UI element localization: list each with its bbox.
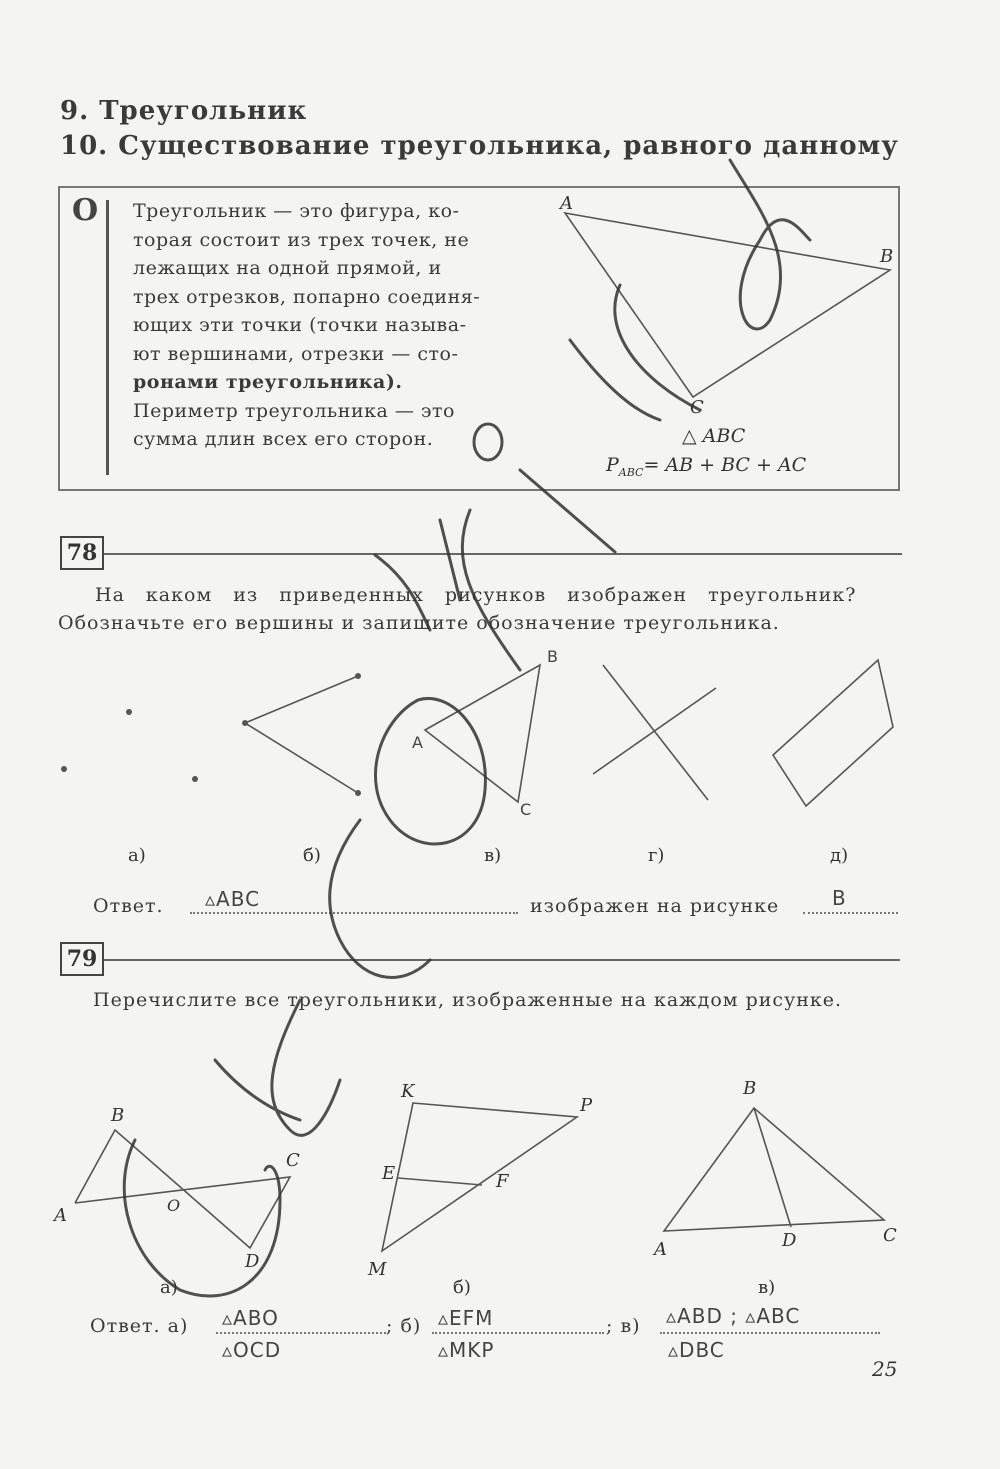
fig78d-quad bbox=[773, 660, 893, 806]
task-78-question-1: На каком из приведенных рисунков изображен треугольник? bbox=[95, 584, 857, 606]
fig79c-median bbox=[754, 1108, 791, 1227]
fig79c-label-a: A bbox=[654, 1239, 667, 1260]
pencil-scribbles bbox=[124, 160, 810, 1296]
perimeter-rhs: = AB + BC + AC bbox=[643, 454, 807, 476]
fig79a-label-b: B bbox=[111, 1105, 125, 1126]
task-78-answer-prefix: Ответ. bbox=[93, 895, 164, 917]
task-79-question: Перечислите все треугольники, изображенные на каждом рисунке. bbox=[93, 989, 843, 1011]
task-78-hand-figure: В bbox=[832, 886, 847, 910]
def-vertex-c: C bbox=[690, 397, 704, 418]
fig78b-angle bbox=[245, 676, 358, 793]
page-number: 25 bbox=[872, 1357, 898, 1381]
fig79b-label-f: F bbox=[496, 1171, 509, 1192]
fig79a-label-d: D bbox=[245, 1251, 260, 1272]
fig79c-triangle bbox=[664, 1108, 884, 1231]
fig79c-label-c: C bbox=[883, 1225, 897, 1246]
definition-line: ют вершинами, отрезки — сто- bbox=[133, 342, 459, 365]
fig79b-label-e: E bbox=[382, 1163, 396, 1184]
fig78g-line-2 bbox=[593, 688, 716, 774]
fig79a-lines bbox=[75, 1130, 290, 1248]
fig79a-caption: а) bbox=[160, 1277, 178, 1298]
definition-line: сумма длин всех его сторон. bbox=[133, 428, 434, 450]
task-79-hand-a1: ▵ABO bbox=[222, 1306, 279, 1330]
fig78b-points bbox=[242, 673, 361, 796]
definition-line: Треугольник — это фигура, ко- bbox=[133, 200, 460, 222]
task-79-hand-c1: ▵ABD ; ▵ABC bbox=[666, 1304, 801, 1328]
task-79-answer-prefix: Ответ. а) bbox=[90, 1315, 189, 1337]
definition-line: торая состоит из трех точек, не bbox=[133, 228, 470, 251]
fig79a-label-o: O bbox=[167, 1196, 181, 1215]
fig78-caption-a: а) bbox=[128, 845, 146, 866]
task-79-hand-b1: ▵EFM bbox=[438, 1306, 494, 1330]
fig78v-triangle bbox=[425, 665, 540, 802]
task-79-hand-b2: ▵MKP bbox=[438, 1338, 495, 1362]
hand-vertex-b: B bbox=[547, 647, 559, 666]
hand-vertex-c: C bbox=[520, 800, 533, 819]
fig78-caption-g: г) bbox=[648, 845, 665, 866]
fig79a-label-c: C bbox=[286, 1150, 300, 1171]
definition-line: лежащих на одной прямой, и bbox=[133, 257, 442, 279]
definition-line: ронами треугольника). bbox=[133, 371, 403, 393]
perimeter-p: P bbox=[606, 454, 619, 476]
fig79b-triangle bbox=[382, 1103, 577, 1251]
fig79c-label-b: B bbox=[743, 1078, 757, 1099]
definition-line: трех отрезков, попарно соединя- bbox=[133, 285, 481, 308]
perimeter-sub: ABC bbox=[618, 465, 644, 479]
fig79b-segment-ef bbox=[398, 1178, 482, 1185]
fig79b-caption: б) bbox=[453, 1277, 471, 1298]
fig79c-caption: в) bbox=[758, 1277, 776, 1298]
hand-vertex-a: A bbox=[412, 733, 424, 752]
fig79c-label-d: D bbox=[782, 1230, 797, 1251]
task-79-hand-c2: ▵DBC bbox=[668, 1338, 725, 1362]
task-79-hand-a2: ▵OCD bbox=[222, 1338, 282, 1362]
fig79a-label-a: A bbox=[54, 1205, 67, 1226]
fig78-caption-v: в) bbox=[484, 845, 502, 866]
task-78-hand-answer: ▵ABC bbox=[205, 887, 261, 911]
task-79-answer-c: ; в) bbox=[606, 1315, 641, 1337]
task-78-number: 78 bbox=[60, 536, 104, 570]
def-vertex-a: A bbox=[560, 193, 573, 214]
heading-section-9: 9. Треугольник bbox=[60, 96, 308, 126]
definition-line: Периметр треугольника — это bbox=[133, 399, 455, 422]
heading-section-10: 10. Существование треугольника, равного данному bbox=[60, 131, 899, 161]
task-78-answer-mid: изображен на рисунке bbox=[530, 895, 780, 917]
fig78a-points bbox=[61, 709, 198, 782]
def-vertex-b: B bbox=[880, 246, 894, 267]
task-79-answer-b: ; б) bbox=[386, 1315, 422, 1337]
task-79-number: 79 bbox=[60, 942, 104, 976]
fig78-caption-d: д) bbox=[830, 845, 849, 866]
definition-line: ющих эти точки (точки называ- bbox=[133, 314, 467, 336]
task-78-question-2: Обозначьте его вершины и запишите обозначение треугольника. bbox=[58, 612, 780, 634]
fig79b-label-k: K bbox=[401, 1081, 415, 1102]
fig78g-line-1 bbox=[603, 665, 708, 800]
fig79b-label-m: M bbox=[368, 1259, 387, 1280]
fig78-caption-b: б) bbox=[303, 845, 321, 866]
definition-marker: О bbox=[72, 193, 99, 228]
def-triangle-name: △ ABC bbox=[682, 425, 746, 447]
fig79b-label-p: P bbox=[580, 1095, 593, 1116]
